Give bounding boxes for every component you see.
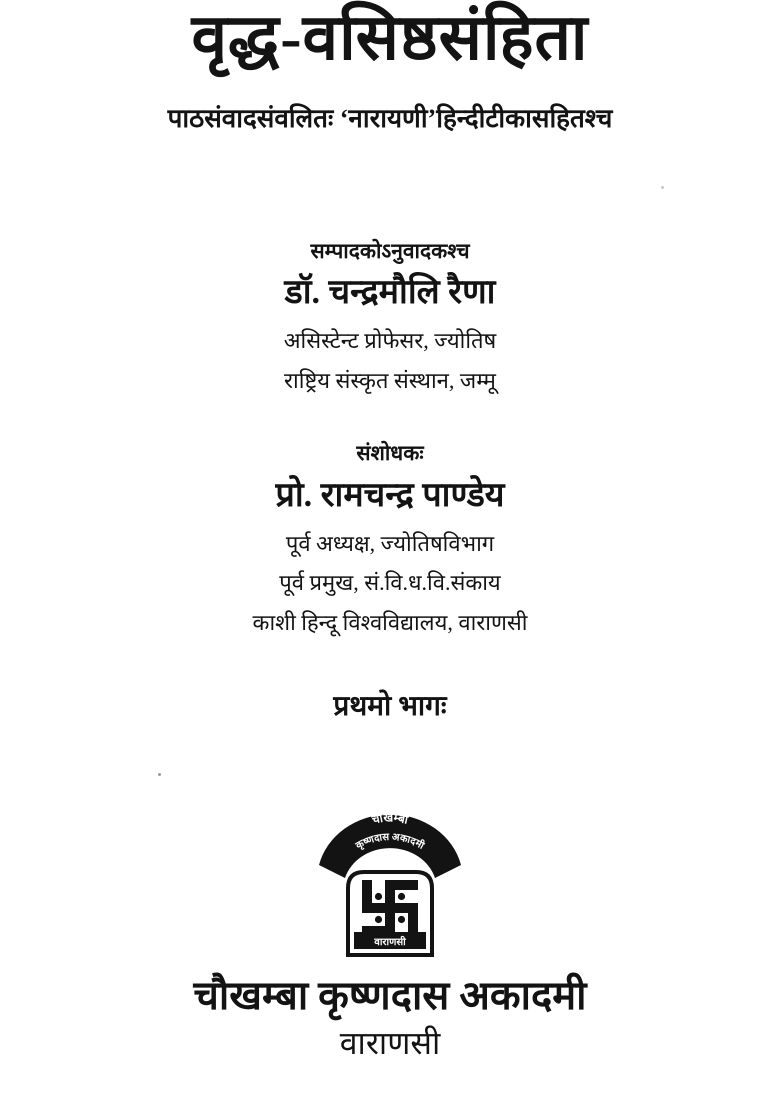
reviser-university: काशी हिन्दू विश्वविद्यालय, वाराणसी [252,609,528,635]
scan-speck [158,773,161,776]
publisher-city: वाराणसी [339,1024,441,1061]
editor-name: डॉ. चन्द्रमौलि रैणा [284,274,496,312]
emblem-band-text: वाराणसी [374,936,406,948]
reviser-faculty: पूर्व प्रमुख, सं.वि.ध.वि.संकाय [279,570,501,596]
editor-role-label: सम्पादकोऽनुवादकश्च [310,238,470,263]
publisher-emblem-svg [315,785,465,957]
reviser-role-label: संशोधकः [356,441,424,466]
editor-institution: राष्ट्रिय संस्कृत संस्थान, जम्मू [284,367,496,393]
editor-designation: असिस्टेन्ट प्रोफेसर, ज्योतिष [283,328,497,354]
swastika-icon [362,880,418,936]
reviser-name: प्रो. रामचन्द्र पाण्डेय [275,476,505,514]
emblem-arch-text-line2: कृष्णदास अकादमी [354,831,426,852]
emblem-arch-text-line1: चौखम्बा [370,809,410,827]
scan-speck [661,186,664,189]
book-title: वृद्ध-वसिष्ठसंहिता [191,2,589,73]
reviser-designation: पूर्व अध्यक्ष, ज्योतिषविभाग [285,530,495,556]
volume-part-label: प्रथमो भागः [333,691,447,723]
publisher-logo [315,785,465,957]
publisher-name: चौखम्बा कृष्णदास अकादमी [193,972,587,1018]
book-subtitle: पाठसंवादसंवलितः ‘नारायणी’हिन्दीटीकासहितश्च [167,103,613,133]
